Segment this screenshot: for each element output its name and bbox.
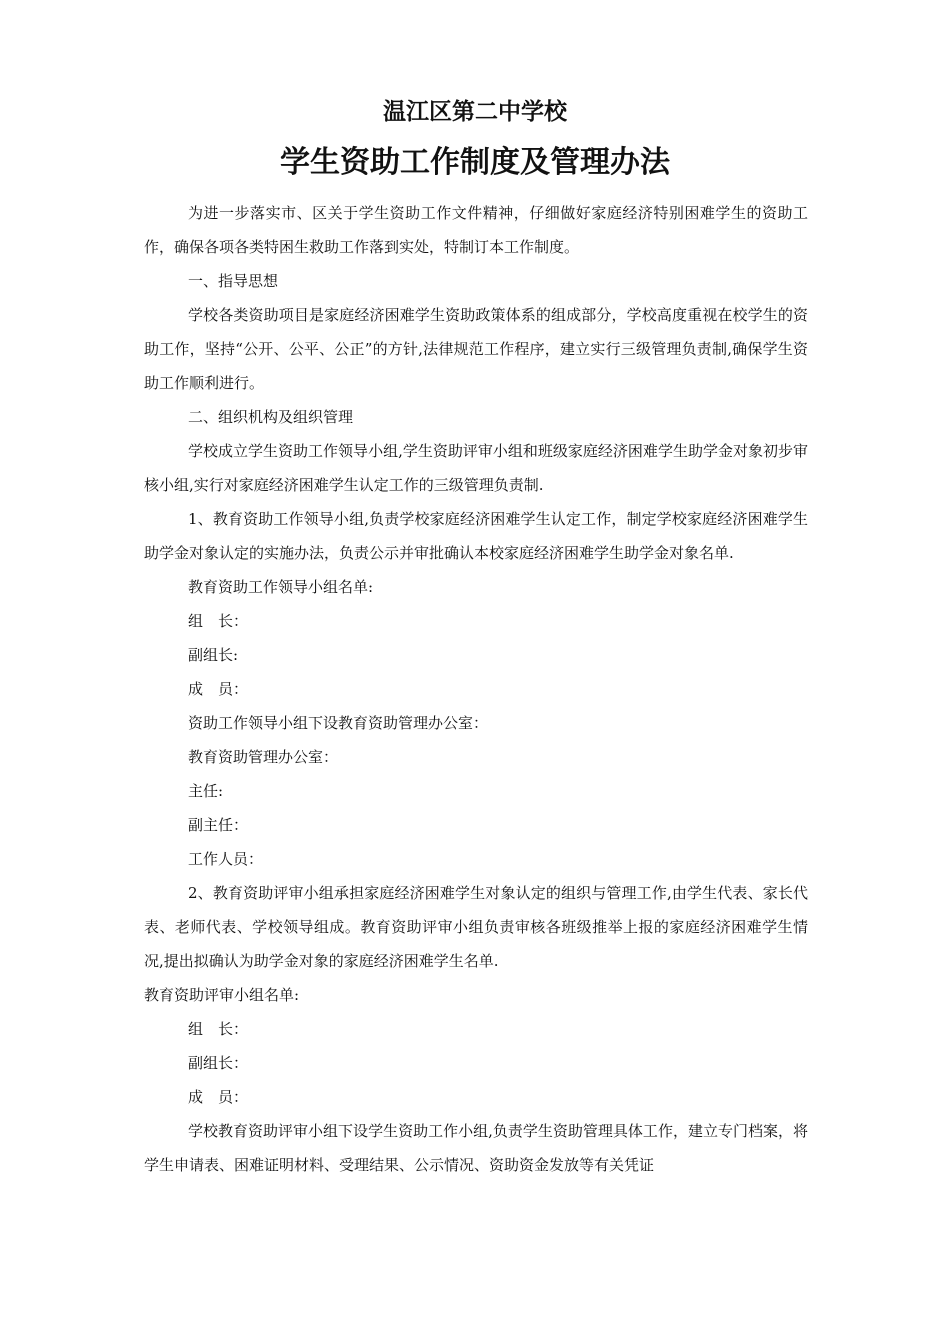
guiding-thought-paragraph: 学校各类资助项目是家庭经济困难学生资助政策体系的组成部分，学校高度重视在校学生的资助工作，坚持“公开、公平、公正”的方针,法律规范工作程序，建立实行三级管理负责制,确保学生资助工作顺利进行。 [144,306,808,392]
leadership-leader-line: 组 长： [188,612,249,630]
office-deputy-director-line: 副主任： [188,816,249,834]
leadership-group-paragraph: 1、教育资助工作领导小组,负责学校家庭经济困难学生认定工作，制定学校家庭经济困难学生助学金对象认定的实施办法，负责公示并审批确认本校家庭经济困难学生助学金对象名单. [144,510,808,562]
review-group-paragraph: 2、教育资助评审小组承担家庭经济困难学生对象认定的组织与管理工作,由学生代表、家长代表、老师代表、学校领导组成。教育资助评审小组负责审核各班级推举上报的家庭经济困难学生情况,提出拟确认为助学金对象的家庭经济困难学生名单. [144,884,808,970]
section-heading-organization: 二、组织机构及组织管理 [188,408,354,426]
review-deputy-line: 副组长： [188,1054,249,1072]
review-leader-line: 组 长： [188,1020,249,1038]
leadership-deputy-line: 副组长: [188,646,239,664]
work-team-paragraph: 学校教育资助评审小组下设学生资助工作小组,负责学生资助管理具体工作，建立专门档案，将学生申请表、困难证明材料、受理结果、公示情况、资助资金发放等有关凭证 [144,1122,808,1174]
review-members-line: 成 员： [188,1088,249,1106]
review-list-label: 教育资助评审小组名单: [144,986,300,1004]
school-name: 温江区第二中学校 [383,98,567,125]
office-intro-line: 资助工作领导小组下设教育资助管理办公室： [188,714,489,732]
intro-paragraph: 为进一步落实市、区关于学生资助工作文件精神，仔细做好家庭经济特别困难学生的资助工作，确保各项各类特困生救助工作落到实处，特制订本工作制度。 [144,204,808,256]
leadership-list-label: 教育资助工作领导小组名单: [188,578,374,596]
document-body [144,196,808,1182]
office-director-line: 主任: [188,782,224,800]
leadership-members-line: 成 员： [188,680,249,698]
organization-paragraph: 学校成立学生资助工作领导小组,学生资助评审小组和班级家庭经济困难学生助学金对象初步审核小组,实行对家庭经济困难学生认定工作的三级管理负责制. [144,442,808,494]
office-staff-line: 工作人员： [188,850,264,868]
document-title: 学生资助工作制度及管理办法 [280,145,670,180]
section-heading-guiding-thought: 一、指导思想 [188,272,279,290]
office-label-line: 教育资助管理办公室： [188,748,339,766]
